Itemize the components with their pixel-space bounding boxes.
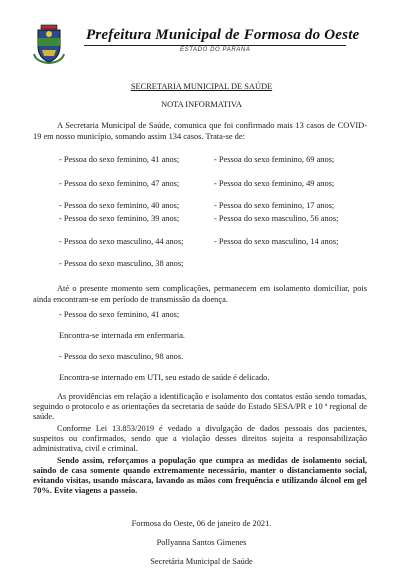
case-item-left-6: - Pessoa do sexo masculino, 38 anos; <box>59 259 184 268</box>
intro-paragraph: A Secretaria Municipal de Saúde, comunica que foi confirmado mais 13 casos de COVID-19 em nosso município, somando assim 134 casos. Trata-se de: <box>33 121 367 141</box>
case-hospitalized-1: - Pessoa do sexo feminino, 41 anos; <box>59 310 180 319</box>
providencias-paragraph: As providências em relação a identificação e isolamento dos contatos estão sendo tomadas, seguindo o protocolo e as orientações da secretaria de saúde do Estado SESA/PR e 10 ª regional de saúde. <box>33 392 367 421</box>
case-item-right-1: - Pessoa do sexo feminino, 69 anos; <box>214 155 335 164</box>
isolation-paragraph: Até o presente momento sem complicações, permanecem em isolamento domiciliar, pois ainda encontram-se em período de transmissão da doença. <box>33 284 367 304</box>
date-line: Formosa do Oeste, 06 de janeiro de 2021. <box>131 519 272 528</box>
case-item-left-1: - Pessoa do sexo feminino, 41 anos; <box>59 155 180 164</box>
case-item-left-4: - Pessoa do sexo feminino, 39 anos; <box>59 214 180 223</box>
nota-title: NOTA INFORMATIVA <box>161 100 242 109</box>
case-item-left-5: - Pessoa do sexo masculino, 44 anos; <box>59 237 184 246</box>
case-item-right-2: - Pessoa do sexo feminino, 49 anos; <box>214 179 335 188</box>
case-item-right-5: - Pessoa do sexo masculino, 14 anos; <box>214 237 339 246</box>
case-hospitalized-2-status: Encontra-se internado em UTI, seu estado de saúde é delicado. <box>59 373 270 382</box>
case-item-right-3: - Pessoa do sexo feminino, 17 anos; <box>214 201 335 210</box>
header-rule <box>84 45 346 46</box>
signatory-name: Pollyanna Santos Gimenes <box>156 538 247 547</box>
case-item-left-3: - Pessoa do sexo feminino, 40 anos; <box>59 201 180 210</box>
signatory-role: Secretária Municipal de Saúde <box>150 557 253 566</box>
header-subtitle: ESTADO DO PARANÁ <box>180 47 251 53</box>
case-hospitalized-1-status: Encontra-se internada em enfermaria. <box>59 331 186 340</box>
secretaria-title: SECRETARIA MUNICIPAL DE SAÚDE <box>130 82 273 91</box>
reforco-paragraph: Sendo assim, reforçamos a população que cumpra as medidas de isolamento social, saindo de casa somente quando extremamente necessário, manter o distanciamento social, evitando visitas, usando máscara, lavando as mãos com frequência e utilizando álcool em gel 70%. Evite viagens a passeio. <box>33 456 367 495</box>
header-title: Prefeitura Municipal de Formosa do Oeste <box>86 27 360 43</box>
municipal-crest-icon <box>32 24 66 64</box>
case-item-left-2: - Pessoa do sexo feminino, 47 anos; <box>59 179 180 188</box>
lei-paragraph: Conforme Lei 13.853/2019 é vedado a divulgação de dados pessoais dos pacientes, suspeitos ou confirmados, sendo que a violação desses direitos sujeita a responsabilização administrativa, civil e criminal. <box>33 424 367 453</box>
case-hospitalized-2: - Pessoa do sexo masculino, 98 anos. <box>59 352 184 361</box>
case-item-right-4: - Pessoa do sexo masculino, 56 anos; <box>214 214 339 223</box>
